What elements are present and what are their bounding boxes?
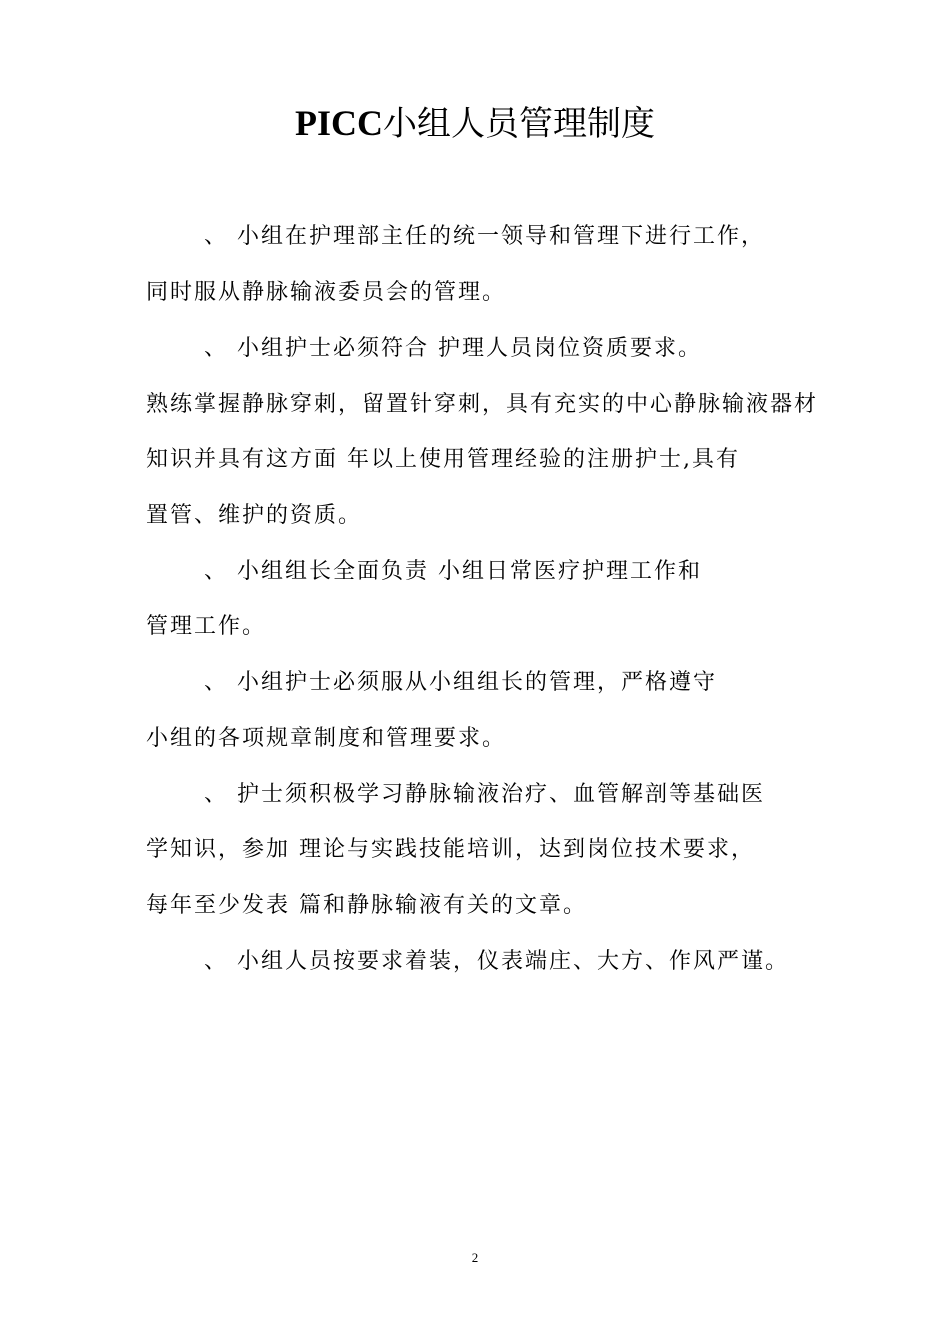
item-3-line-2: 管理工作。 xyxy=(146,614,267,639)
item-5-line-3: 每年至少发表 篇和静脉输液有关的文章。 xyxy=(146,893,587,918)
page-number: 2 xyxy=(471,1250,479,1265)
item-6-line-1: 、 小组人员按要求着装，仪表端庄、大方、作风严谨。 xyxy=(204,949,789,974)
item-3-line-1: 、 小组组长全面负责 小组日常医疗护理工作和 xyxy=(204,559,702,584)
item-2-line-4: 置管、维护的资质。 xyxy=(146,503,363,528)
item-2-line-2: 熟练掌握静脉穿刺，留置针穿刺，具有充实的中心静脉输液器材 xyxy=(146,392,819,417)
item-2-line-3: 知识并具有这方面 年以上使用管理经验的注册护士,具有 xyxy=(146,447,740,472)
item-5-line-2: 学知识，参加 理论与实践技能培训，达到岗位技术要求， xyxy=(146,837,755,862)
item-1-line-1: 、 小组在护理部主任的统一领导和管理下进行工作， xyxy=(204,224,765,249)
item-4-line-1: 、 小组护士必须服从小组组长的管理，严格遵守 xyxy=(204,670,717,695)
item-5-line-1: 、 护士须积极学习静脉输液治疗、血管解剖等基础医 xyxy=(204,782,765,807)
item-1-line-2: 同时服从静脉输液委员会的管理。 xyxy=(146,280,507,305)
item-4-line-2: 小组的各项规章制度和管理要求。 xyxy=(146,726,507,751)
title-chinese-part: 小组人员管理制度 xyxy=(383,104,655,144)
document-title xyxy=(0,100,950,147)
item-2-line-1: 、 小组护士必须符合 护理人员岗位资质要求。 xyxy=(204,336,702,361)
title-latin-part: PICC xyxy=(295,103,383,143)
